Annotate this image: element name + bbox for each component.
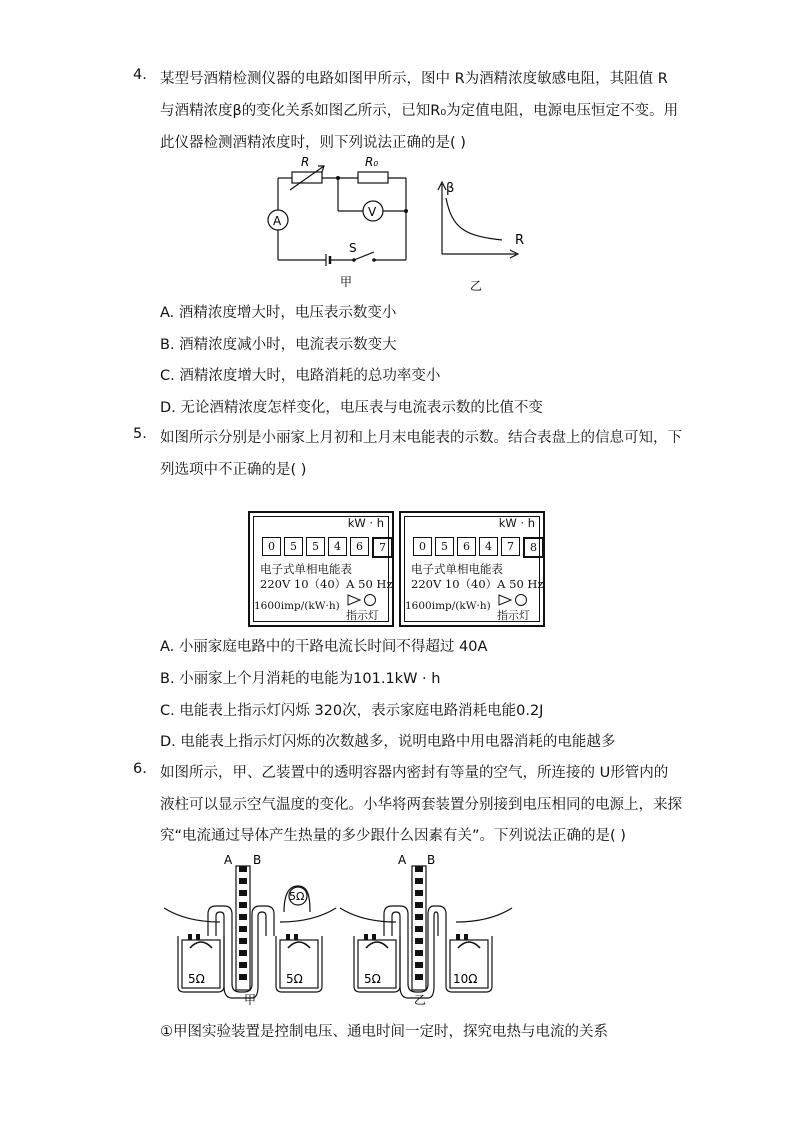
right-resistor-label: 10Ω [453,972,478,986]
indicator-lamp-label: 指示灯 [497,609,530,622]
meter-digit: 4 [328,537,347,556]
statement-1: ①甲图实验装置是控制电压、通电时间一定时，探究电热与电流的关系 [160,1024,608,1040]
joule-heat-apparatus-yi [336,852,516,1008]
meter-name: 电子式单相电能表 [260,562,352,576]
tube-label-b: B [427,853,436,867]
resistor-r-label: R [301,155,310,169]
meter-digit: 6 [457,537,476,556]
option-b: B. 酒精浓度减小时，电流表示数变大 [160,337,397,353]
resistor-r0-label: R₀ [365,155,379,169]
meter-spec: 220V 10（40）A 50 Hz [260,577,393,591]
voltmeter-label: V [368,205,377,219]
meter-digit: 6 [350,537,369,556]
question-text-line: 与酒精浓度β的变化关系如图乙所示，已知R₀为定值电阻，电源电压恒定不变。用 [160,103,679,119]
tube-label-a: A [398,853,407,867]
question-number: 5. [133,426,147,442]
tube-label-b: B [253,853,262,867]
question-text-line: 列选项中不正确的是( ) [160,462,307,478]
question-number: 4. [133,67,147,83]
circuit-diagram [262,152,422,292]
meter-reading [413,537,547,558]
energy-meter-start [248,511,394,627]
left-resistor-label: 5Ω [188,972,205,986]
meter-digit: 4 [479,537,498,556]
indicator-lamp-icon [497,593,531,607]
graph-y-label: β [446,181,455,196]
figure-caption-jia: 甲 [340,275,353,289]
option-a: A. 小丽家庭电路中的干路电流长时间不得超过 40A [160,639,488,655]
parallel-resistor-label: 5Ω [289,890,305,903]
question-text-line: 液柱可以显示空气温度的变化。小华将两套装置分别接到电压相同的电源上，来探 [160,797,682,813]
graph-x-label: R [515,233,525,248]
meter-digit: 0 [413,537,432,556]
question-text-line: 某型号酒精检测仪器的电路如图甲所示，图中 R为酒精浓度敏感电阻，其阻值 R [160,71,668,87]
meter-name: 电子式单相电能表 [411,562,503,576]
right-resistor-label: 5Ω [286,972,303,986]
meter-digit-decimal: 7 [372,537,393,558]
question-text-line: 此仪器检测酒精浓度时，则下列说法正确的是( ) [160,135,466,151]
meter-imp: 1600imp/(kW·h) [254,600,340,612]
meter-unit: kW · h [347,516,384,530]
figure-caption-jia: 甲 [244,993,257,1007]
tube-label-a: A [224,853,233,867]
figure-caption-yi: 乙 [414,993,427,1007]
option-b: B. 小丽家上个月消耗的电能为101.1kW · h [160,671,441,687]
option-d: D. 电能表上指示灯闪烁的次数越多，说明电路中用电器消耗的电能越多 [160,734,616,750]
meter-imp: 1600imp/(kW·h) [405,600,491,612]
switch-label: S [349,241,357,255]
option-c: C. 酒精浓度增大时，电路消耗的总功率变小 [160,368,441,384]
meter-digit: 5 [284,537,303,556]
indicator-lamp-label: 指示灯 [346,609,379,622]
meter-unit: kW · h [498,516,535,530]
ammeter-label: A [273,214,282,228]
question-text-line: 如图所示，甲、乙装置中的透明容器内密封有等量的空气，所连接的 U形管内的 [160,765,669,781]
energy-meter-end [399,511,545,627]
question-number: 6. [133,761,147,777]
joule-heat-apparatus-jia [160,852,340,1008]
question-text-line: 究“电流通过导体产生热量的多少跟什么因素有关”。下列说法正确的是( ) [160,828,626,844]
option-d: D. 无论酒精浓度怎样变化，电压表与电流表示数的比值不变 [160,400,543,416]
left-resistor-label: 5Ω [364,972,381,986]
meter-digit: 5 [435,537,454,556]
option-c: C. 电能表上指示灯闪烁 320次，表示家庭电路消耗电能0.2J [160,703,544,719]
meter-reading [262,537,396,558]
meter-digit: 5 [306,537,325,556]
meter-digit: 0 [262,537,281,556]
beta-r-graph [430,176,540,294]
meter-digit-decimal: 8 [523,537,544,558]
indicator-lamp-icon [346,593,380,607]
figure-caption-yi: 乙 [470,279,483,293]
question-text-line: 如图所示分别是小丽家上月初和上月末电能表的示数。结合表盘上的信息可知，下 [160,430,682,446]
meter-spec: 220V 10（40）A 50 Hz [411,577,544,591]
option-a: A. 酒精浓度增大时，电压表示数变小 [160,305,397,321]
meter-digit: 7 [501,537,520,556]
